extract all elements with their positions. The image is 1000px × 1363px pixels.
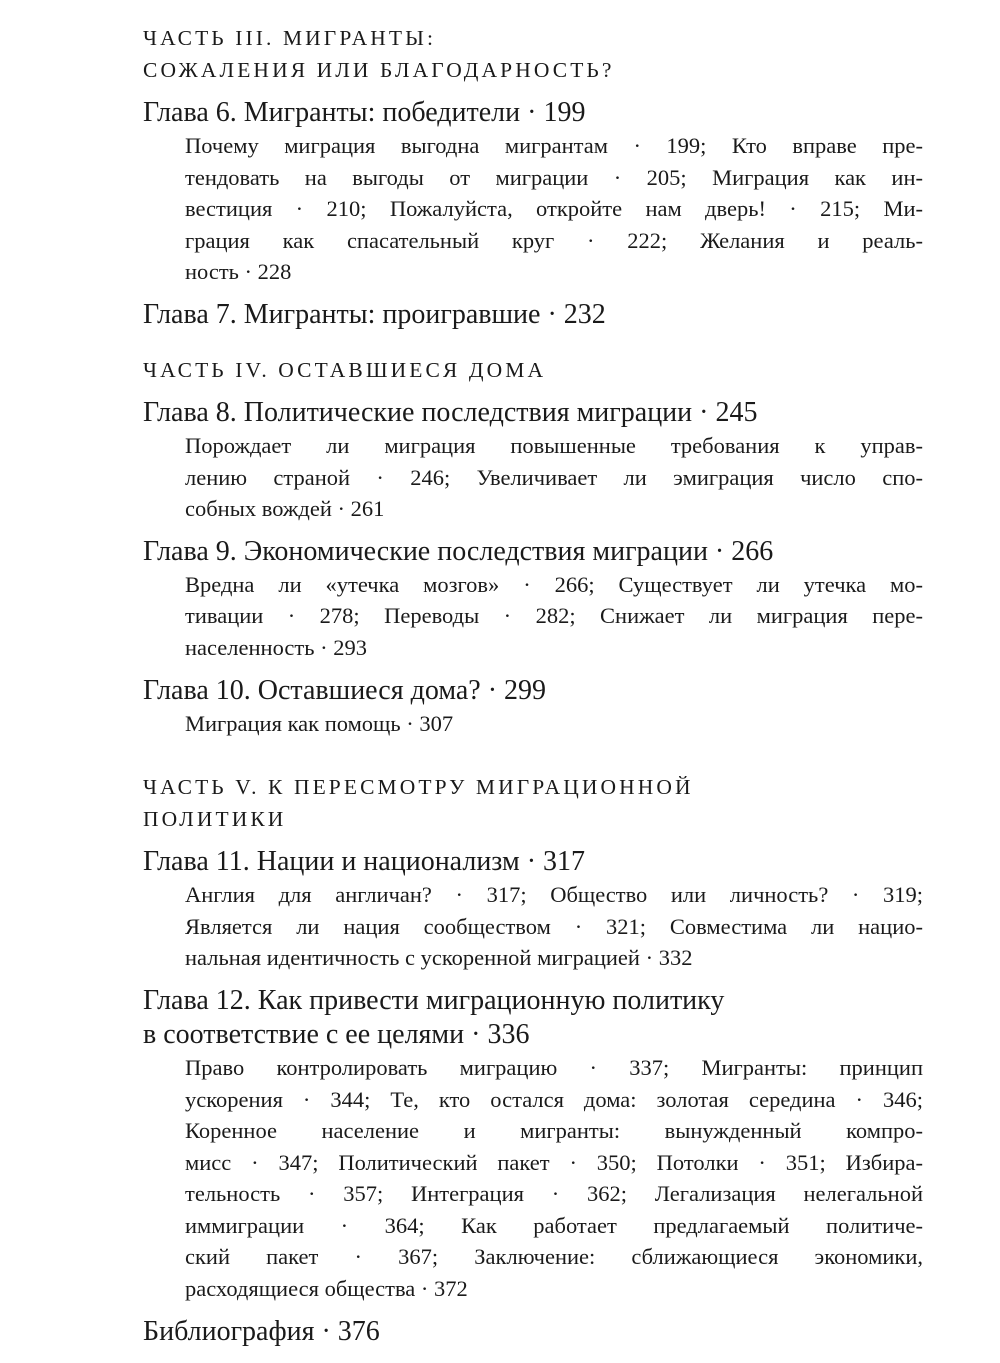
section-line: иммиграции · 364; Как работает предлагаемый политиче- bbox=[185, 1212, 923, 1238]
chapter-sections bbox=[185, 430, 923, 525]
chapter-title-line: Глава 12. Как привести миграционную политику bbox=[143, 984, 725, 1016]
chapter-sections bbox=[185, 569, 923, 664]
part-heading-line: ЧАСТЬ IV. ОСТАВШИЕСЯ ДОМА bbox=[143, 357, 547, 382]
chapter-entry bbox=[143, 396, 933, 525]
chapter-entry bbox=[143, 984, 933, 1305]
chapter-sections bbox=[185, 130, 923, 288]
section-line: Англия для англичан? · 317; Общество или личность? · 319; bbox=[185, 882, 923, 908]
part-heading-line: СОЖАЛЕНИЯ ИЛИ БЛАГОДАРНОСТЬ? bbox=[143, 58, 615, 82]
chapter-title-line: Глава 11. Нации и национализм · 317 bbox=[143, 846, 586, 878]
chapter-title bbox=[143, 984, 933, 1052]
section-line: Коренное население и мигранты: вынужденный компро- bbox=[185, 1118, 923, 1144]
part-heading bbox=[143, 771, 933, 835]
section-line: нальная идентичность с ускоренной миграцией · 332 bbox=[185, 945, 693, 971]
section-line: ность · 228 bbox=[185, 259, 292, 285]
section-line: населенность · 293 bbox=[185, 634, 367, 660]
section-line: ский пакет · 367; Заключение: сближающиеся экономики, bbox=[185, 1244, 923, 1270]
chapter-title-line: Глава 7. Мигранты: проигравшие · 232 bbox=[143, 298, 606, 330]
chapter-title-line: Глава 10. Оставшиеся дома? · 299 bbox=[143, 674, 547, 706]
chapter-title bbox=[143, 845, 933, 879]
section-line: ускорения · 344; Те, кто остался дома: золотая середина · 346; bbox=[185, 1086, 923, 1112]
section-line: Является ли нация сообществом · 321; Совместима ли нацио- bbox=[185, 913, 923, 939]
chapter-sections bbox=[185, 1052, 923, 1305]
section-line: мисс · 347; Политический пакет · 350; Потолки · 351; Избира- bbox=[185, 1149, 923, 1175]
chapter-title bbox=[143, 535, 933, 569]
section-line: Порождает ли миграция повышенные требования к управ- bbox=[185, 432, 923, 458]
chapter-title bbox=[143, 298, 933, 332]
part-heading-line: ПОЛИТИКИ bbox=[143, 807, 287, 832]
chapter-title bbox=[143, 396, 933, 430]
chapter-entry bbox=[143, 96, 933, 288]
section-line: расходящиеся общества · 372 bbox=[185, 1276, 468, 1302]
part-heading-line: ЧАСТЬ V. К ПЕРЕСМОТРУ МИГРАЦИОННОЙ bbox=[143, 775, 694, 800]
table-of-contents bbox=[143, 22, 933, 1349]
section-line: лению страной · 246; Увеличивает ли эмиграция число спо- bbox=[185, 464, 923, 490]
section-line: Право контролировать миграцию · 337; Мигранты: принцип bbox=[185, 1054, 923, 1080]
chapter-title bbox=[143, 674, 933, 708]
section-line: Миграция как помощь · 307 bbox=[185, 710, 454, 736]
chapter-entry bbox=[143, 674, 933, 740]
part-heading-line: ЧАСТЬ III. МИГРАНТЫ: bbox=[143, 26, 437, 50]
chapter-sections bbox=[185, 708, 923, 740]
chapter-entry bbox=[143, 298, 933, 332]
section-line: Вредна ли «утечка мозгов» · 266; Существует ли утечка мо- bbox=[185, 571, 923, 597]
part-heading bbox=[143, 354, 933, 386]
section-line: тендовать на выгоды от миграции · 205; Миграция как ин- bbox=[185, 164, 923, 190]
section-line: тельность · 357; Интеграция · 362; Легализация нелегальной bbox=[185, 1181, 923, 1207]
section-line: вестиция · 210; Пожалуйста, откройте нам дверь! · 215; Ми- bbox=[185, 196, 923, 222]
chapter-entry bbox=[143, 845, 933, 974]
chapter-title-line: Глава 6. Мигранты: победители · 199 bbox=[143, 97, 586, 128]
chapter-sections bbox=[185, 879, 923, 974]
chapter-title-line: Глава 8. Политические последствия миграции · 245 bbox=[143, 396, 758, 428]
chapter-entry bbox=[143, 535, 933, 664]
part-heading bbox=[143, 22, 933, 86]
section-line: грация как спасательный круг · 222; Желания и реаль- bbox=[185, 227, 923, 253]
chapter-title-line: в соответствие с ее целями · 336 bbox=[143, 1018, 530, 1050]
chapter-title-line: Глава 9. Экономические последствия миграции · 266 bbox=[143, 535, 774, 567]
section-line: Почему миграция выгодна мигрантам · 199; Кто вправе пре- bbox=[185, 133, 923, 158]
chapter-title bbox=[143, 96, 933, 130]
section-line: тивации · 278; Переводы · 282; Снижает ли миграция пере- bbox=[185, 603, 923, 629]
bibliography-entry: Библиография · 376 bbox=[143, 1315, 380, 1347]
section-line: собных вождей · 261 bbox=[185, 496, 385, 522]
